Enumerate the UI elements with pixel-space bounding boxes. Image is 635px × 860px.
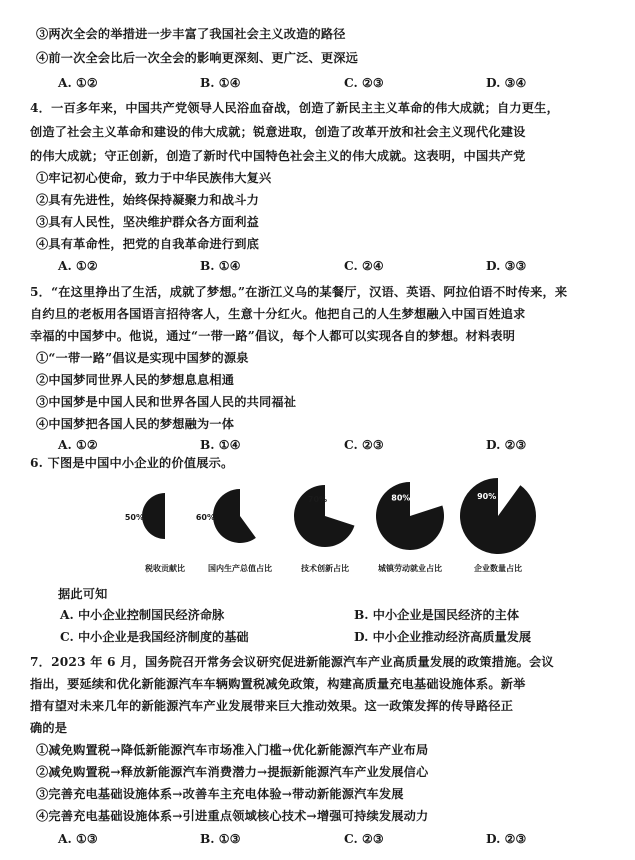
pie-value-label-2: 60% (195, 513, 215, 522)
q7-item-2: ②减免购置税→释放新能源汽车消费潜力→提振新能源汽车产业发展信心 (36, 765, 429, 779)
q7-item-4: ④完善充电基础设施体系→引进重点领域核心技术→增强可持续发展动力 (36, 809, 429, 823)
pie-value-label-1: 50% (124, 513, 144, 522)
q3-option-d[interactable]: D. ③④ (486, 76, 527, 90)
q6-option-c[interactable]: C. 中小企业是我国经济制度的基础 (60, 630, 249, 644)
q4-stem-line-2: 创造了社会主义革命和建设的伟大成就；锐意进取，创造了改革开放和社会主义现代化建设 (30, 125, 526, 139)
q5-option-a[interactable]: A. ①② (58, 438, 98, 452)
q6-pie-chart-row (120, 470, 540, 580)
q4-item-1: ①牢记初心使命，致力于中华民族伟大复兴 (36, 171, 272, 185)
q6-lead: 据此可知 (58, 587, 108, 601)
q6-option-b[interactable]: B. 中小企业是国民经济的主体 (354, 608, 520, 622)
pie-value-label-3: 70% (307, 495, 328, 504)
q6-pie-charts-svg (120, 470, 540, 580)
q7-stem-line-3: 措有望对未来几年的新能源汽车产业发展带来巨大推动效果。这一政策发挥的传导路径正 (30, 699, 514, 713)
q7-stem-line-2: 指出，要延续和优化新能源汽车车辆购置税减免政策，构建高质量充电基础设施体系。新举 (30, 677, 526, 691)
q3-item-3: ③两次全会的举措进一步丰富了我国社会主义改造的路径 (36, 27, 346, 41)
pie-category-label-3: 技术创新占比 (301, 564, 349, 573)
pie-value-label-4: 80% (391, 493, 411, 503)
q5-stem-line-3: 幸福的中国梦中。他说，通过“一带一路”倡议，每个人都可以实现各自的梦想。材料表明 (30, 329, 516, 343)
q5-option-b[interactable]: B. ①④ (200, 438, 241, 452)
q5-options (0, 438, 635, 454)
q3-item-4: ④前一次全会比后一次全会的影响更深刻、更广泛、更深远 (36, 51, 359, 65)
q5-stem-line-2: 自约旦的老板用各国语言招待客人，生意十分红火。他把自己的人生梦想融入中国百姓追求 (30, 307, 526, 321)
q6-option-a[interactable]: A. 中小企业控制国民经济命脉 (60, 608, 225, 622)
q7-option-a[interactable]: A. ①③ (58, 832, 98, 846)
q5-option-c[interactable]: C. ②③ (344, 438, 384, 452)
q7-option-b[interactable]: B. ①③ (200, 832, 241, 846)
q6-options-row-2 (0, 628, 635, 644)
pie-category-label-4: 城镇劳动就业占比 (378, 564, 442, 573)
pie-category-label-5: 企业数量占比 (474, 564, 522, 573)
q7-option-c[interactable]: C. ②③ (344, 832, 384, 846)
q7-options (0, 832, 635, 848)
q7-stem-line-1: 7．2023 年 6 月，国务院召开常务会议研究促进新能源汽车产业高质量发展的政策措施。会议 (30, 655, 554, 669)
q3-options (0, 76, 635, 92)
q5-item-3: ③中国梦是中国人民和世界各国人民的共同福祉 (36, 395, 297, 409)
q4-option-a[interactable]: A. ①② (58, 259, 98, 273)
q3-option-b[interactable]: B. ①④ (200, 76, 241, 90)
pie-slice-2 (213, 489, 256, 543)
q7-item-3: ③完善充电基础设施体系→改善车主充电体验→带动新能源汽车发展 (36, 787, 404, 801)
q4-item-2: ②具有先进性，始终保持凝聚力和战斗力 (36, 193, 259, 207)
q3-option-c[interactable]: C. ②③ (344, 76, 384, 90)
q4-stem-line-3: 的伟大成就；守正创新，创造了新时代中国特色社会主义的伟大成就。这表明，中国共产党 (30, 149, 526, 163)
q6-stem: 6. 下图是中国中小企业的价值展示。 (30, 456, 234, 470)
q5-item-2: ②中国梦同世界人民的梦想息息相通 (36, 373, 235, 387)
q4-stem-line-1: 4．一百多年来，中国共产党领导人民浴血奋战，创造了新民主主义革命的伟大成就；自力更生， (30, 101, 559, 115)
q3-option-a[interactable]: A. ①② (58, 76, 98, 90)
q4-item-4: ④具有革命性，把党的自我革命进行到底 (36, 237, 259, 251)
q4-option-d[interactable]: D. ③③ (486, 259, 527, 273)
q7-option-d[interactable]: D. ②③ (486, 832, 527, 846)
q7-item-1: ①减免购置税→降低新能源汽车市场准入门槛→优化新能源汽车产业布局 (36, 743, 429, 757)
q6-options-row-1 (0, 606, 635, 622)
pie-slice-5 (460, 478, 536, 554)
pie-category-label-2: 国内生产总值占比 (208, 564, 272, 573)
q5-stem-line-1: 5．“在这里挣出了生活，成就了梦想。”在浙江义乌的某餐厅，汉语、英语、阿拉伯语不时传来，来 (30, 285, 568, 299)
pie-slice-4 (376, 482, 444, 550)
pie-category-label-1: 税收贡献比 (145, 564, 185, 573)
q6-option-d[interactable]: D. 中小企业推动经济高质量发展 (354, 630, 532, 644)
q4-options (0, 259, 635, 275)
pie-slice-1 (142, 493, 165, 539)
q4-option-c[interactable]: C. ②④ (344, 259, 384, 273)
q5-option-d[interactable]: D. ②③ (486, 438, 527, 452)
pie-value-label-5: 90% (477, 491, 497, 501)
q5-item-1: ①“一带一路”倡议是实现中国梦的源泉 (36, 351, 249, 365)
q4-option-b[interactable]: B. ①④ (200, 259, 241, 273)
q5-item-4: ④中国梦把各国人民的梦想融为一体 (36, 417, 235, 431)
q4-item-3: ③具有人民性，坚决维护群众各方面利益 (36, 215, 259, 229)
q7-stem-line-4: 确的是 (30, 721, 68, 735)
